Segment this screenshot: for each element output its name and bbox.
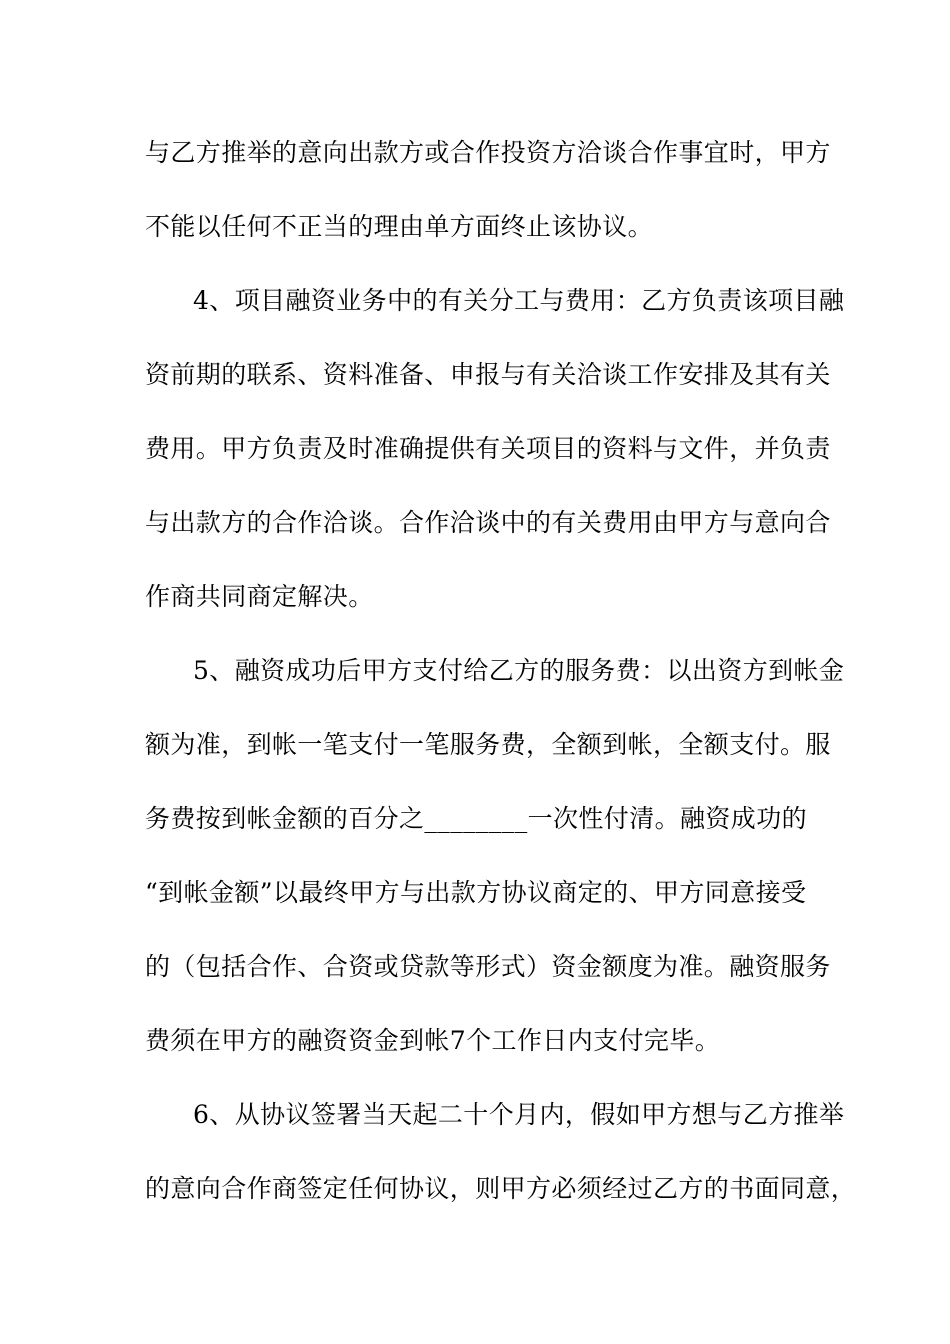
clause-4-first-line: 4、项目融资业务中的有关分工与费用：乙方负责该项目融 xyxy=(193,286,845,315)
body-text-line: “到帐金额”以最终甲方与出款方协议商定的、甲方同意接受 xyxy=(145,878,807,907)
body-text-line: 作商共同商定解决。 xyxy=(145,582,374,611)
body-text-line: 额为准，到帐一笔支付一笔服务费，全额到帐，全额支付。服 xyxy=(145,730,831,759)
body-text-line: 与出款方的合作洽谈。合作洽谈中的有关费用由甲方与意向合 xyxy=(145,508,831,537)
body-text-line: 费须在甲方的融资资金到帐7个工作日内支付完毕。 xyxy=(145,1026,721,1055)
clause-5-first-line: 5、融资成功后甲方支付给乙方的服务费：以出资方到帐金 xyxy=(193,656,845,685)
body-text-line: 费用。甲方负责及时准确提供有关项目的资料与文件，并负责 xyxy=(145,434,831,463)
clause-6-first-line: 6、从协议签署当天起二十个月内，假如甲方想与乙方推举 xyxy=(193,1100,845,1129)
body-text-line: 与乙方推举的意向出款方或合作投资方洽谈合作事宜时，甲方 xyxy=(145,138,831,167)
body-text-line: 务费按到帐金额的百分之________一次性付清。融资成功的 xyxy=(145,804,808,833)
body-text-line: 不能以任何不正当的理由单方面终止该协议。 xyxy=(145,212,654,241)
body-text-line: 的意向合作商签定任何协议，则甲方必须经过乙方的书面同意， xyxy=(145,1174,857,1203)
body-text-line: 的（包括合作、合资或贷款等形式）资金额度为准。融资服务 xyxy=(145,952,831,981)
body-text-line: 资前期的联系、资料准备、申报与有关洽谈工作安排及其有关 xyxy=(145,360,831,389)
